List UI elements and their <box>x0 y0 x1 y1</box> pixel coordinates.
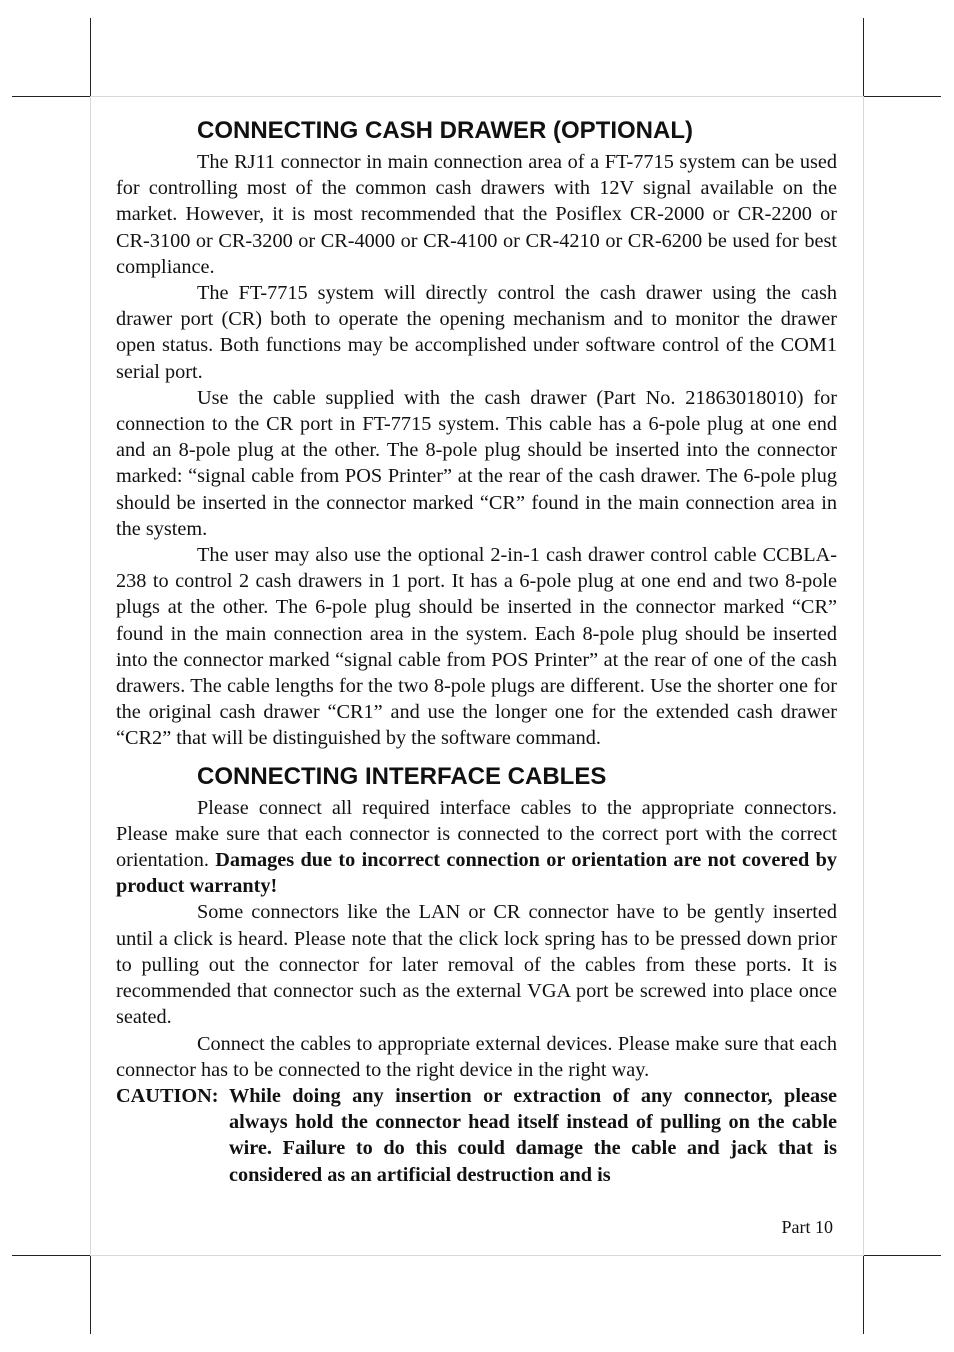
crop-mark <box>863 96 941 97</box>
caution-label: CAUTION: <box>116 1084 219 1107</box>
page-content <box>116 116 837 1188</box>
paragraph: Some connectors like the LAN or CR connector have to be gently inserted until a click is heard. Please note that the click lock spring has to be pressed down prior to pulling out the connector for later removal of the cables from these ports. It is recommended that connector such as the external VGA port be screwed into place once seated. <box>116 901 837 1029</box>
paragraph: Use the cable supplied with the cash drawer (Part No. 21863018010) for connection to the CR port in FT-7715 system. This cable has a 6-pole plug at one end and an 8-pole plug at the other. The 8-pole plug should be inserted into the connector marked: “signal cable from POS Printer” at the rear of the cash drawer. The 6-pole plug should be inserted in the connector marked “CR” found in the main connection area in the system. <box>116 386 837 540</box>
trim-line <box>90 96 863 97</box>
crop-mark <box>863 1255 941 1256</box>
crop-mark <box>90 1256 91 1334</box>
crop-mark <box>12 96 90 97</box>
crop-mark <box>863 18 864 96</box>
page-footer: Part 10 <box>781 1217 833 1237</box>
crop-mark <box>90 18 91 96</box>
caution-block <box>116 1083 837 1188</box>
paragraph: Connect the cables to appropriate external devices. Please make sure that each connector has to be connected to the right device in the right way. <box>116 1032 837 1081</box>
warranty-warning: Damages due to incorrect connection or orientation are not covered by product warranty! <box>116 849 837 898</box>
trim-line <box>90 96 91 1256</box>
paragraph: The user may also use the optional 2-in-1 cash drawer control cable CCBLA-238 to control 2 cash drawers in 1 port. It has a 6-pole plug at one end and two 8-pole plugs at the other. The 6-pole plug should be inserted in the connector marked “CR” found in the main connection area in the system. Each 8-pole plug should be inserted into the connector marked “signal cable from POS Printer” at the rear of one of the cash drawers. The cable lengths for the two 8-pole plugs are different. Use the shorter one for the original cash drawer “CR1” and use the longer one for the extended cash drawer “CR2” that will be distinguished by the software command. <box>116 544 837 750</box>
paragraph: The RJ11 connector in main connection area of a FT-7715 system can be used for controlling most of the common cash drawers with 12V signal available on the market. However, it is most recommended that the Posiflex CR-2000 or CR-2200 or CR-3100 or CR-3200 or CR-4000 or CR-4100 or CR-4210 or CR-6200 be used for best compliance. <box>116 151 837 278</box>
caution-text: While doing any insertion or extraction of any connector, please always hold the connector head itself instead of pulling on the cable wire. Failure to do this could damage the cable and jack that is considered as an artificial destruction and is <box>229 1084 837 1186</box>
section-heading-cash-drawer: CONNECTING CASH DRAWER (OPTIONAL) <box>197 117 693 144</box>
crop-mark <box>863 1256 864 1334</box>
paragraph: The FT-7715 system will directly control the cash drawer using the cash drawer port (CR) both to operate the opening mechanism and to monitor the drawer open status. Both functions may be accomplished under software control of the COM1 serial port. <box>116 282 837 383</box>
paragraph-text: Please connect all required interface cables to the appropriate connectors. Please make sure that each connector is connected to the correct port with the correct orientation. <box>116 796 837 872</box>
section-heading-interface-cables: CONNECTING INTERFACE CABLES <box>197 762 607 790</box>
paragraph <box>116 795 837 900</box>
trim-line <box>90 1255 863 1256</box>
crop-mark <box>12 1255 90 1256</box>
trim-line <box>863 96 864 1256</box>
